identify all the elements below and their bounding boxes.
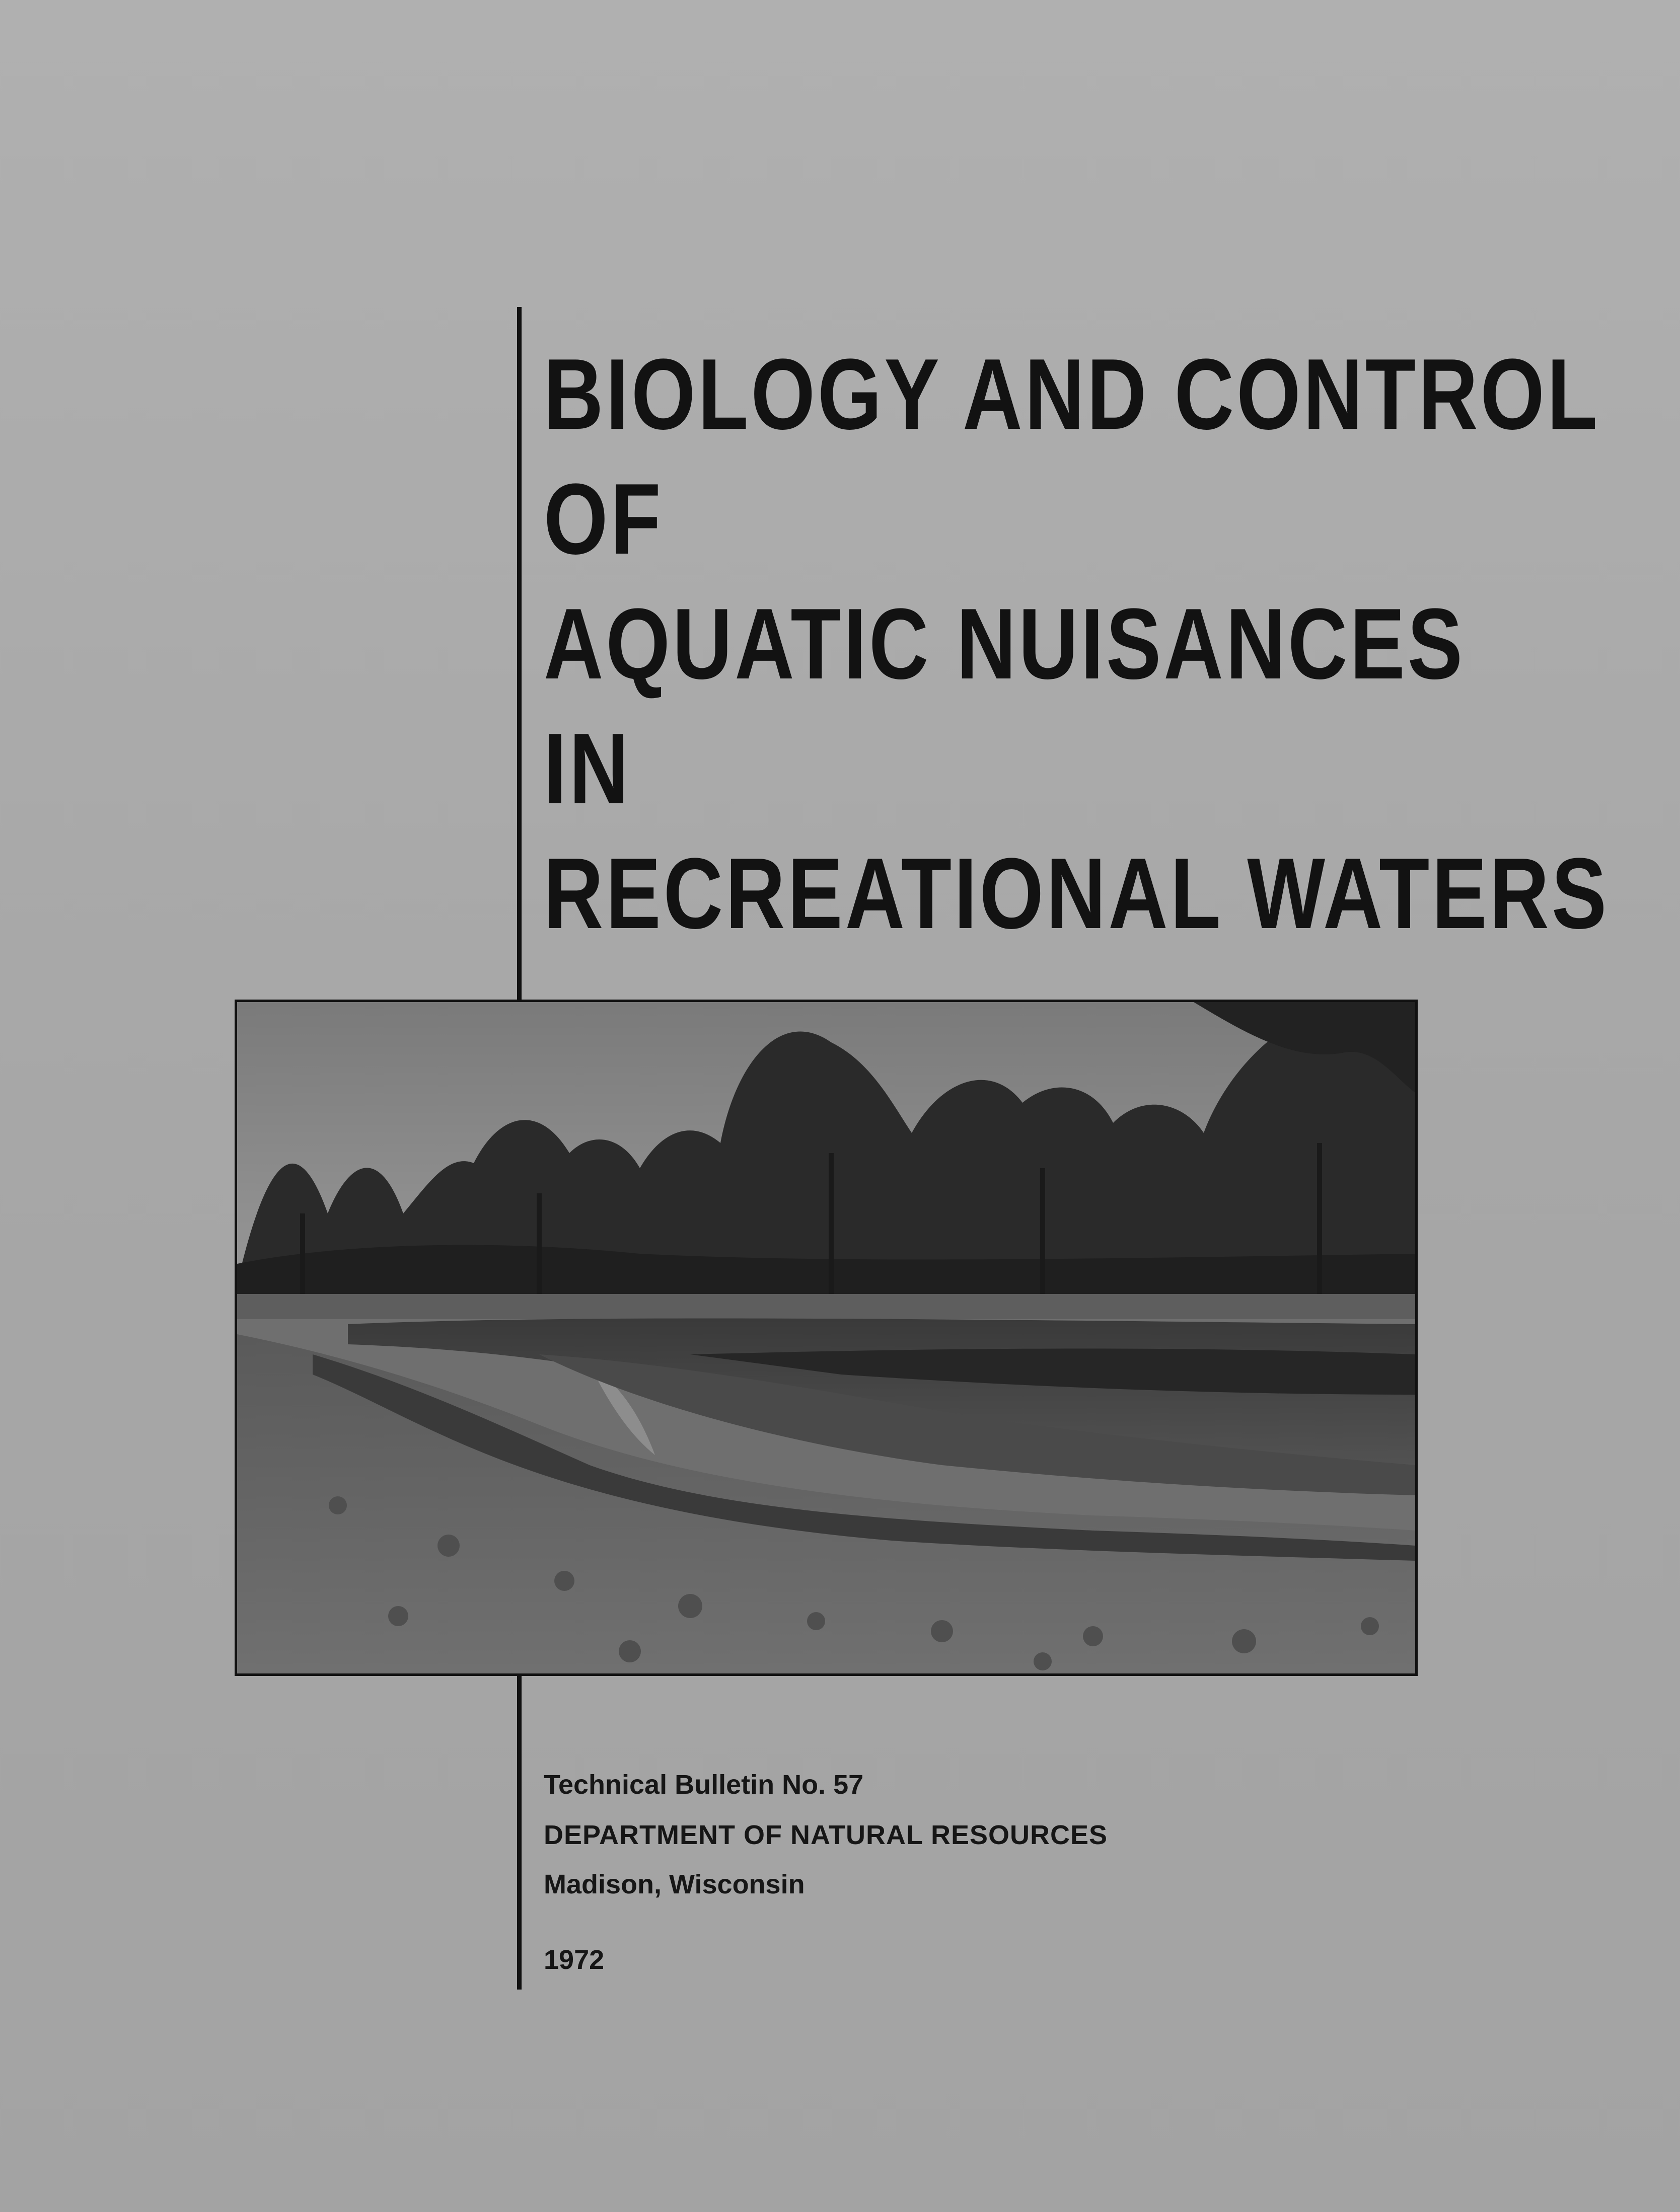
title-line-1: BIOLOGY AND CONTROL [544, 338, 1600, 450]
publication-year: 1972 [544, 1945, 605, 1975]
publisher-department: DEPARTMENT OF NATURAL RESOURCES [544, 1820, 1108, 1850]
title-line-2: OF [544, 463, 664, 575]
title-line-4: IN [544, 713, 631, 825]
title-line-5: RECREATIONAL WATERS [544, 837, 1610, 950]
title-line-3: AQUATIC NUISANCES [544, 588, 1465, 700]
vertical-rule-top [517, 307, 522, 1001]
cover-photo [235, 1000, 1418, 1676]
pond-with-trees-icon [237, 1002, 1415, 1673]
bulletin-number: Technical Bulletin No. 57 [544, 1770, 864, 1800]
publisher-location: Madison, Wisconsin [544, 1869, 805, 1899]
vertical-rule-bottom [517, 1676, 522, 1990]
document-title [544, 332, 1610, 956]
